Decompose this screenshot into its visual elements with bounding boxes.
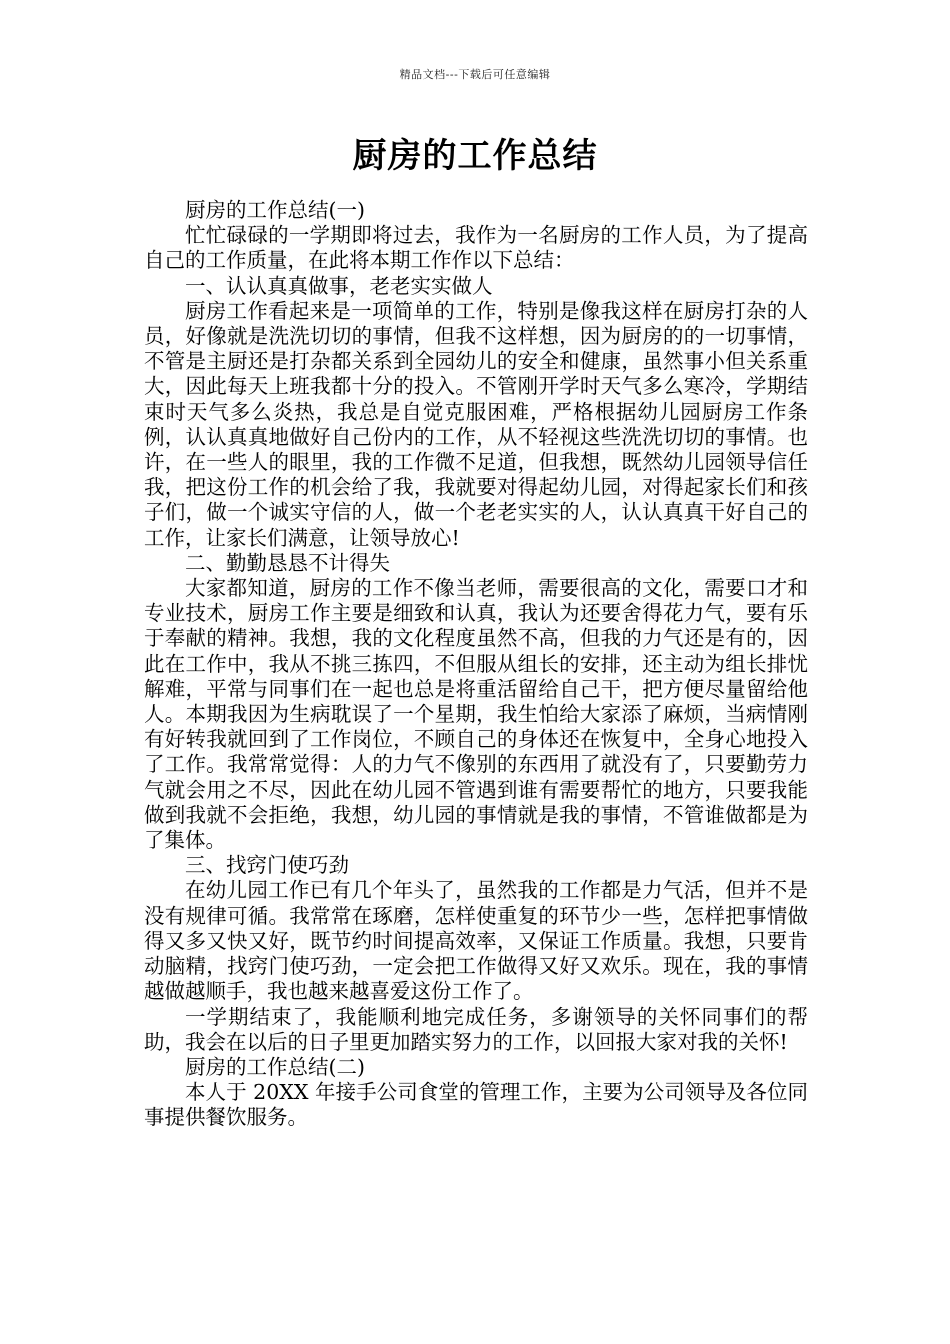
subheading-1: 一、认认真真做事，老老实实做人: [185, 273, 493, 298]
page-header-note: 精品文档---下载后可任意编辑: [399, 68, 551, 81]
subheading-2: 二、勤勤恳恳不计得失: [185, 550, 390, 575]
document-title: 厨房的工作总结: [352, 136, 598, 176]
body-paragraph-4: 本人于 20XX 年接手公司食堂的管理工作，主要为公司领导及各位同事提供餐饮服务。: [144, 1080, 808, 1130]
subheading-3: 三、找窍门使巧劲: [185, 853, 349, 878]
section-heading-1: 厨房的工作总结(一): [185, 198, 365, 222]
closing-paragraph: 一学期结束了，我能顺利地完成任务，多谢领导的关怀同事们的帮助，我会在以后的日子里更加踏实努力的工作，以回报大家对我的关怀!: [144, 1004, 808, 1054]
intro-paragraph: 忙忙碌碌的一学期即将过去，我作为一名厨房的工作人员，为了提高自己的工作质量，在此将本期工作作以下总结：: [144, 223, 808, 273]
body-paragraph-2: 大家都知道，厨房的工作不像当老师，需要很高的文化，需要口才和专业技术，厨房工作主要是细致和认真，我认为还要舍得花力气，要有乐于奉献的精神。我想，我的文化程度虽然不高，但我的力气还是有的，因此在工作中，我从不挑三拣四，不但服从组长的安排，还主动为组长排忧解难，平常与同事们在一起也总是将重活留给自己干，把方便尽量留给他人。本期我因为生病耽误了一个星期，我生怕给大家添了麻烦，当病情刚有好转我就回到了工作岗位，不顾自己的身体还在恢复中，全身心地投入了工作。我常常觉得：人的力气不像别的东西用了就没有了，只要勤劳力气就会用之不尽，因此在幼儿园不管遇到谁有需要帮忙的地方，只要我能做到我就不会拒绝，我想，幼儿园的事情就是我的事情，不管谁做都是为了集体。: [144, 576, 808, 853]
body-paragraph-3: 在幼儿园工作已有几个年头了，虽然我的工作都是力气活，但并不是没有规律可循。我常常在琢磨，怎样使重复的环节少一些，怎样把事情做得又多又快又好，既节约时间提高效率，又保证工作质量。我想，只要肯动脑精，找窍门使巧劲，一定会把工作做得又好又欢乐。现在，我的事情越做越顺手，我也越来越喜爱这份工作了。: [144, 878, 808, 1004]
body-paragraph-1: 厨房工作看起来是一项简单的工作，特别是像我这样在厨房打杂的人员，好像就是洗洗切切的事情，但我不这样想，因为厨房的的一切事情，不管是主厨还是打杂都关系到全园幼儿的安全和健康，虽然事小但关系重大，因此每天上班我都十分的投入。不管刚开学时天气多么寒冷，学期结束时天气多么炎热，我总是自觉克服困难，严格根据幼儿园厨房工作条例，认认真真地做好自己份内的工作，从不轻视这些洗洗切切的事情。也许，在一些人的眼里，我的工作微不足道，但我想，既然幼儿园领导信任我，把这份工作的机会给了我，我就要对得起幼儿园，对得起家长们和孩子们，做一个诚实守信的人，做一个老老实实的人，认认真真干好自己的工作，让家长们满意，让领导放心!: [144, 298, 808, 550]
section-heading-2: 厨房的工作总结(二): [185, 1054, 365, 1079]
document-body: [144, 198, 808, 1131]
